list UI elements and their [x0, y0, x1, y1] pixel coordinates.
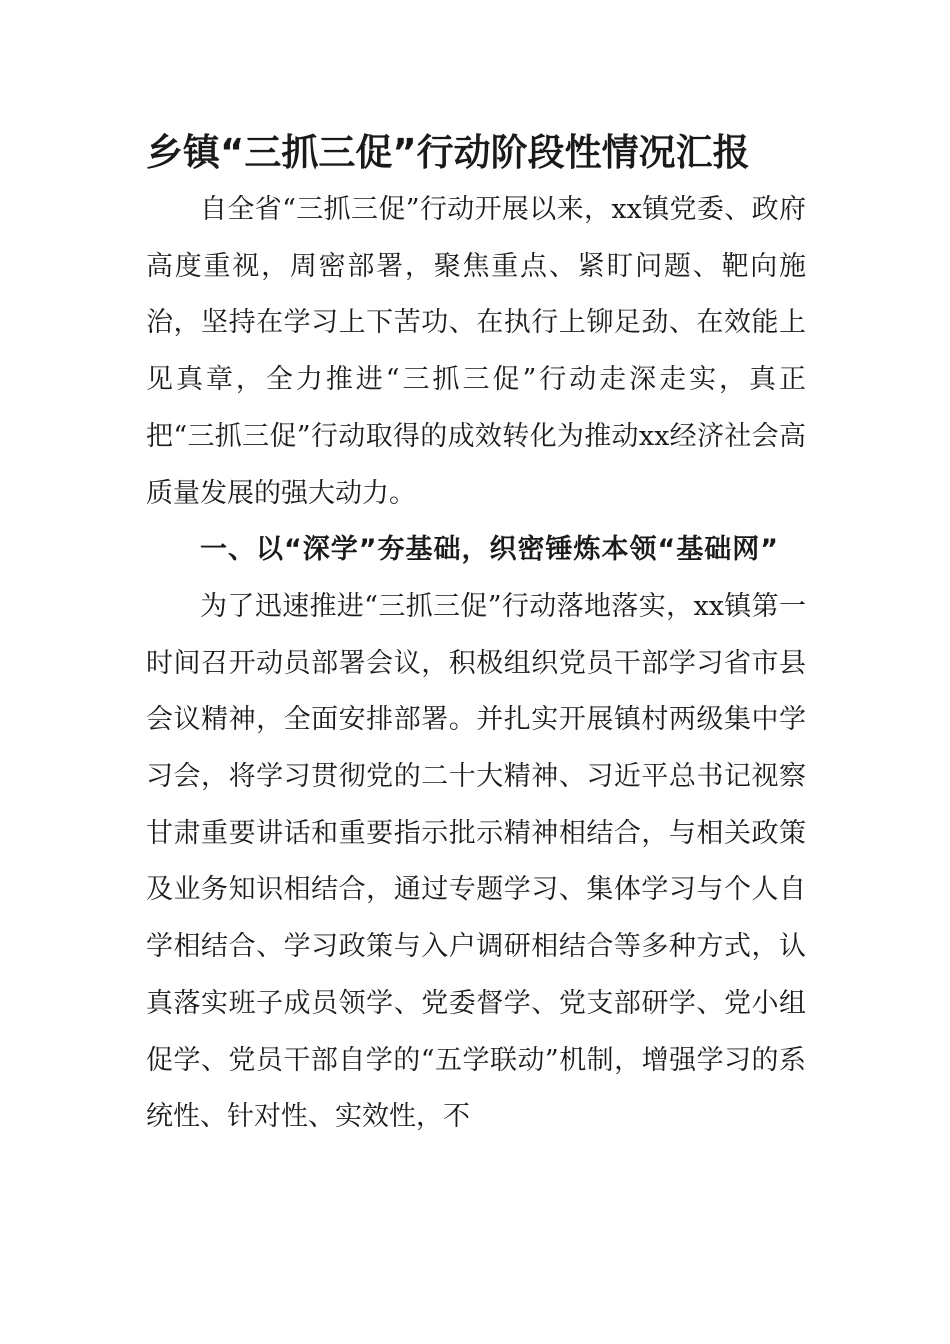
document-title: 乡镇“三抓三促”行动阶段性情况汇报	[146, 131, 750, 174]
section-heading: 一、以“深学”夯基础，织密锤炼本领“基础网”	[200, 534, 779, 566]
document-body	[146, 124, 806, 1146]
section-paragraph: 为了迅速推进“三抓三促”行动落地落实，xx镇第一时间召开动员部署会议，积极组织党员干部学习省市县会议精神，全面安排部署。并扎实开展镇村两级集中学习会，将学习贯彻党的二十大精神、习近平总书记视察甘肃重要讲话和重要指示批示精神相结合，与相关政策及业务知识相结合，通过专题学习、集体学习与个人自学相结合、学习政策与入户调研相结合等多种方式，认真落实班子成员领学、党委督学、党支部研学、党小组促学、党员干部自学的“五学联动”机制，增强学习的系统性、针对性、实效性，不	[146, 590, 806, 1133]
intro-paragraph: 自全省“三抓三促”行动开展以来，xx镇党委、政府高度重视，周密部署，聚焦重点、紧盯问题、靶向施治，坚持在学习上下苦功、在执行上铆足劲、在效能上见真章，全力推进“三抓三促”行动走深走实，真正把“三抓三促”行动取得的成效转化为推动xx经济社会高质量发展的强大动力。	[146, 194, 806, 509]
